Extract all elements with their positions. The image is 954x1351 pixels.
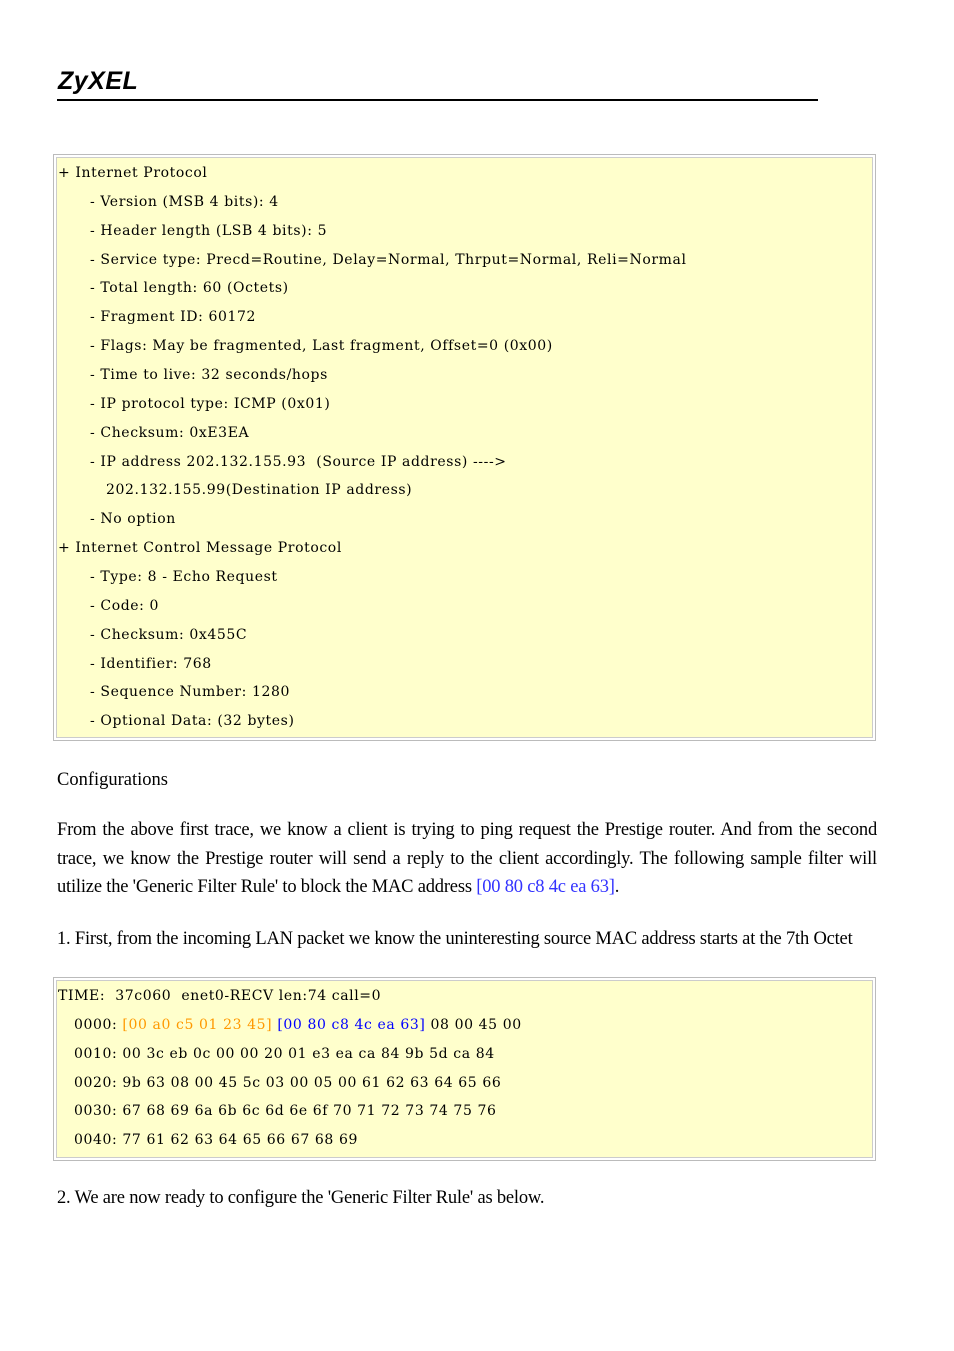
step2-paragraph: 2. We are now ready to configure the 'Generic Filter Rule' as below. — [57, 1188, 545, 1208]
trace-line: - Fragment ID: 60172 — [90, 309, 257, 325]
trace-line: - Identifier: 768 — [90, 656, 212, 672]
trace-line: - Sequence Number: 1280 — [90, 684, 290, 700]
intro-text: From the above first trace, we know a client is trying to ping request the Prestige router. And from the second trace, we know the Prestige router will send a reply to the client accordingly. The following sample filter will utilize the 'Generic Filter Rule' to block the MAC address — [57, 820, 877, 898]
configurations-heading: Configurations — [57, 770, 168, 790]
trace-line: - Header length (LSB 4 bits): 5 — [90, 223, 328, 239]
trace-line: - No option — [90, 511, 176, 527]
trace-line: + Internet Protocol — [58, 165, 208, 181]
trace-line: - IP address 202.132.155.93 (Source IP address) ----> — [90, 454, 507, 470]
trace-line: - Service type: Precd=Routine, Delay=Normal, Thrput=Normal, Reli=Normal — [90, 252, 687, 268]
hex-dump-box — [53, 977, 876, 1161]
trace-line: - Version (MSB 4 bits): 4 — [90, 194, 279, 210]
hex-row: 0020: 9b 63 08 00 45 5c 03 00 05 00 61 62 63 64 65 66 — [74, 1075, 502, 1091]
header-rule — [57, 99, 818, 101]
trace-line: - Checksum: 0xE3EA — [90, 425, 250, 441]
trace-line: + Internet Control Message Protocol — [58, 540, 342, 556]
hex-time-line: TIME: 37c060 enet0-RECV len:74 call=0 — [58, 988, 382, 1004]
ip-trace-box — [53, 154, 876, 741]
hex-row: 0010: 00 3c eb 0c 00 00 20 01 e3 ea ca 84 9b 5d ca 84 — [74, 1046, 495, 1062]
step1-paragraph: 1. First, from the incoming LAN packet we know the uninteresting source MAC address starts at the 7th Octet — [57, 929, 853, 949]
hex-rest: 08 00 45 00 — [425, 1017, 522, 1033]
trace-line: - Optional Data: (32 bytes) — [90, 713, 295, 729]
trace-line: - Time to live: 32 seconds/hops — [90, 367, 328, 383]
hex-row: 0030: 67 68 69 6a 6b 6c 6d 6e 6f 70 71 72 73 74 75 76 — [74, 1103, 497, 1119]
dest-mac-bytes: [00 a0 c5 01 23 45] — [122, 1017, 273, 1033]
trace-line: - IP protocol type: ICMP (0x01) — [90, 396, 331, 412]
zyxel-logo: ZyXEL — [58, 67, 139, 95]
intro-paragraph — [57, 816, 877, 902]
hex-offset: 0000: — [74, 1017, 123, 1033]
trace-line: 202.132.155.99(Destination IP address) — [106, 482, 413, 498]
hex-row: 0040: 77 61 62 63 64 65 66 67 68 69 — [74, 1132, 358, 1148]
trace-line: - Flags: May be fragmented, Last fragment, Offset=0 (0x00) — [90, 338, 553, 354]
mac-address-highlight: [00 80 c8 4c ea 63] — [476, 877, 615, 898]
trace-line: - Code: 0 — [90, 598, 160, 614]
trace-line: - Checksum: 0x455C — [90, 627, 248, 643]
hex-row-0000 — [74, 1011, 522, 1040]
intro-end: . — [614, 877, 620, 898]
trace-line: - Total length: 60 (Octets) — [90, 280, 289, 296]
trace-line: - Type: 8 - Echo Request — [90, 569, 278, 585]
src-mac-bytes: [00 80 c8 4c ea 63] — [277, 1017, 426, 1033]
